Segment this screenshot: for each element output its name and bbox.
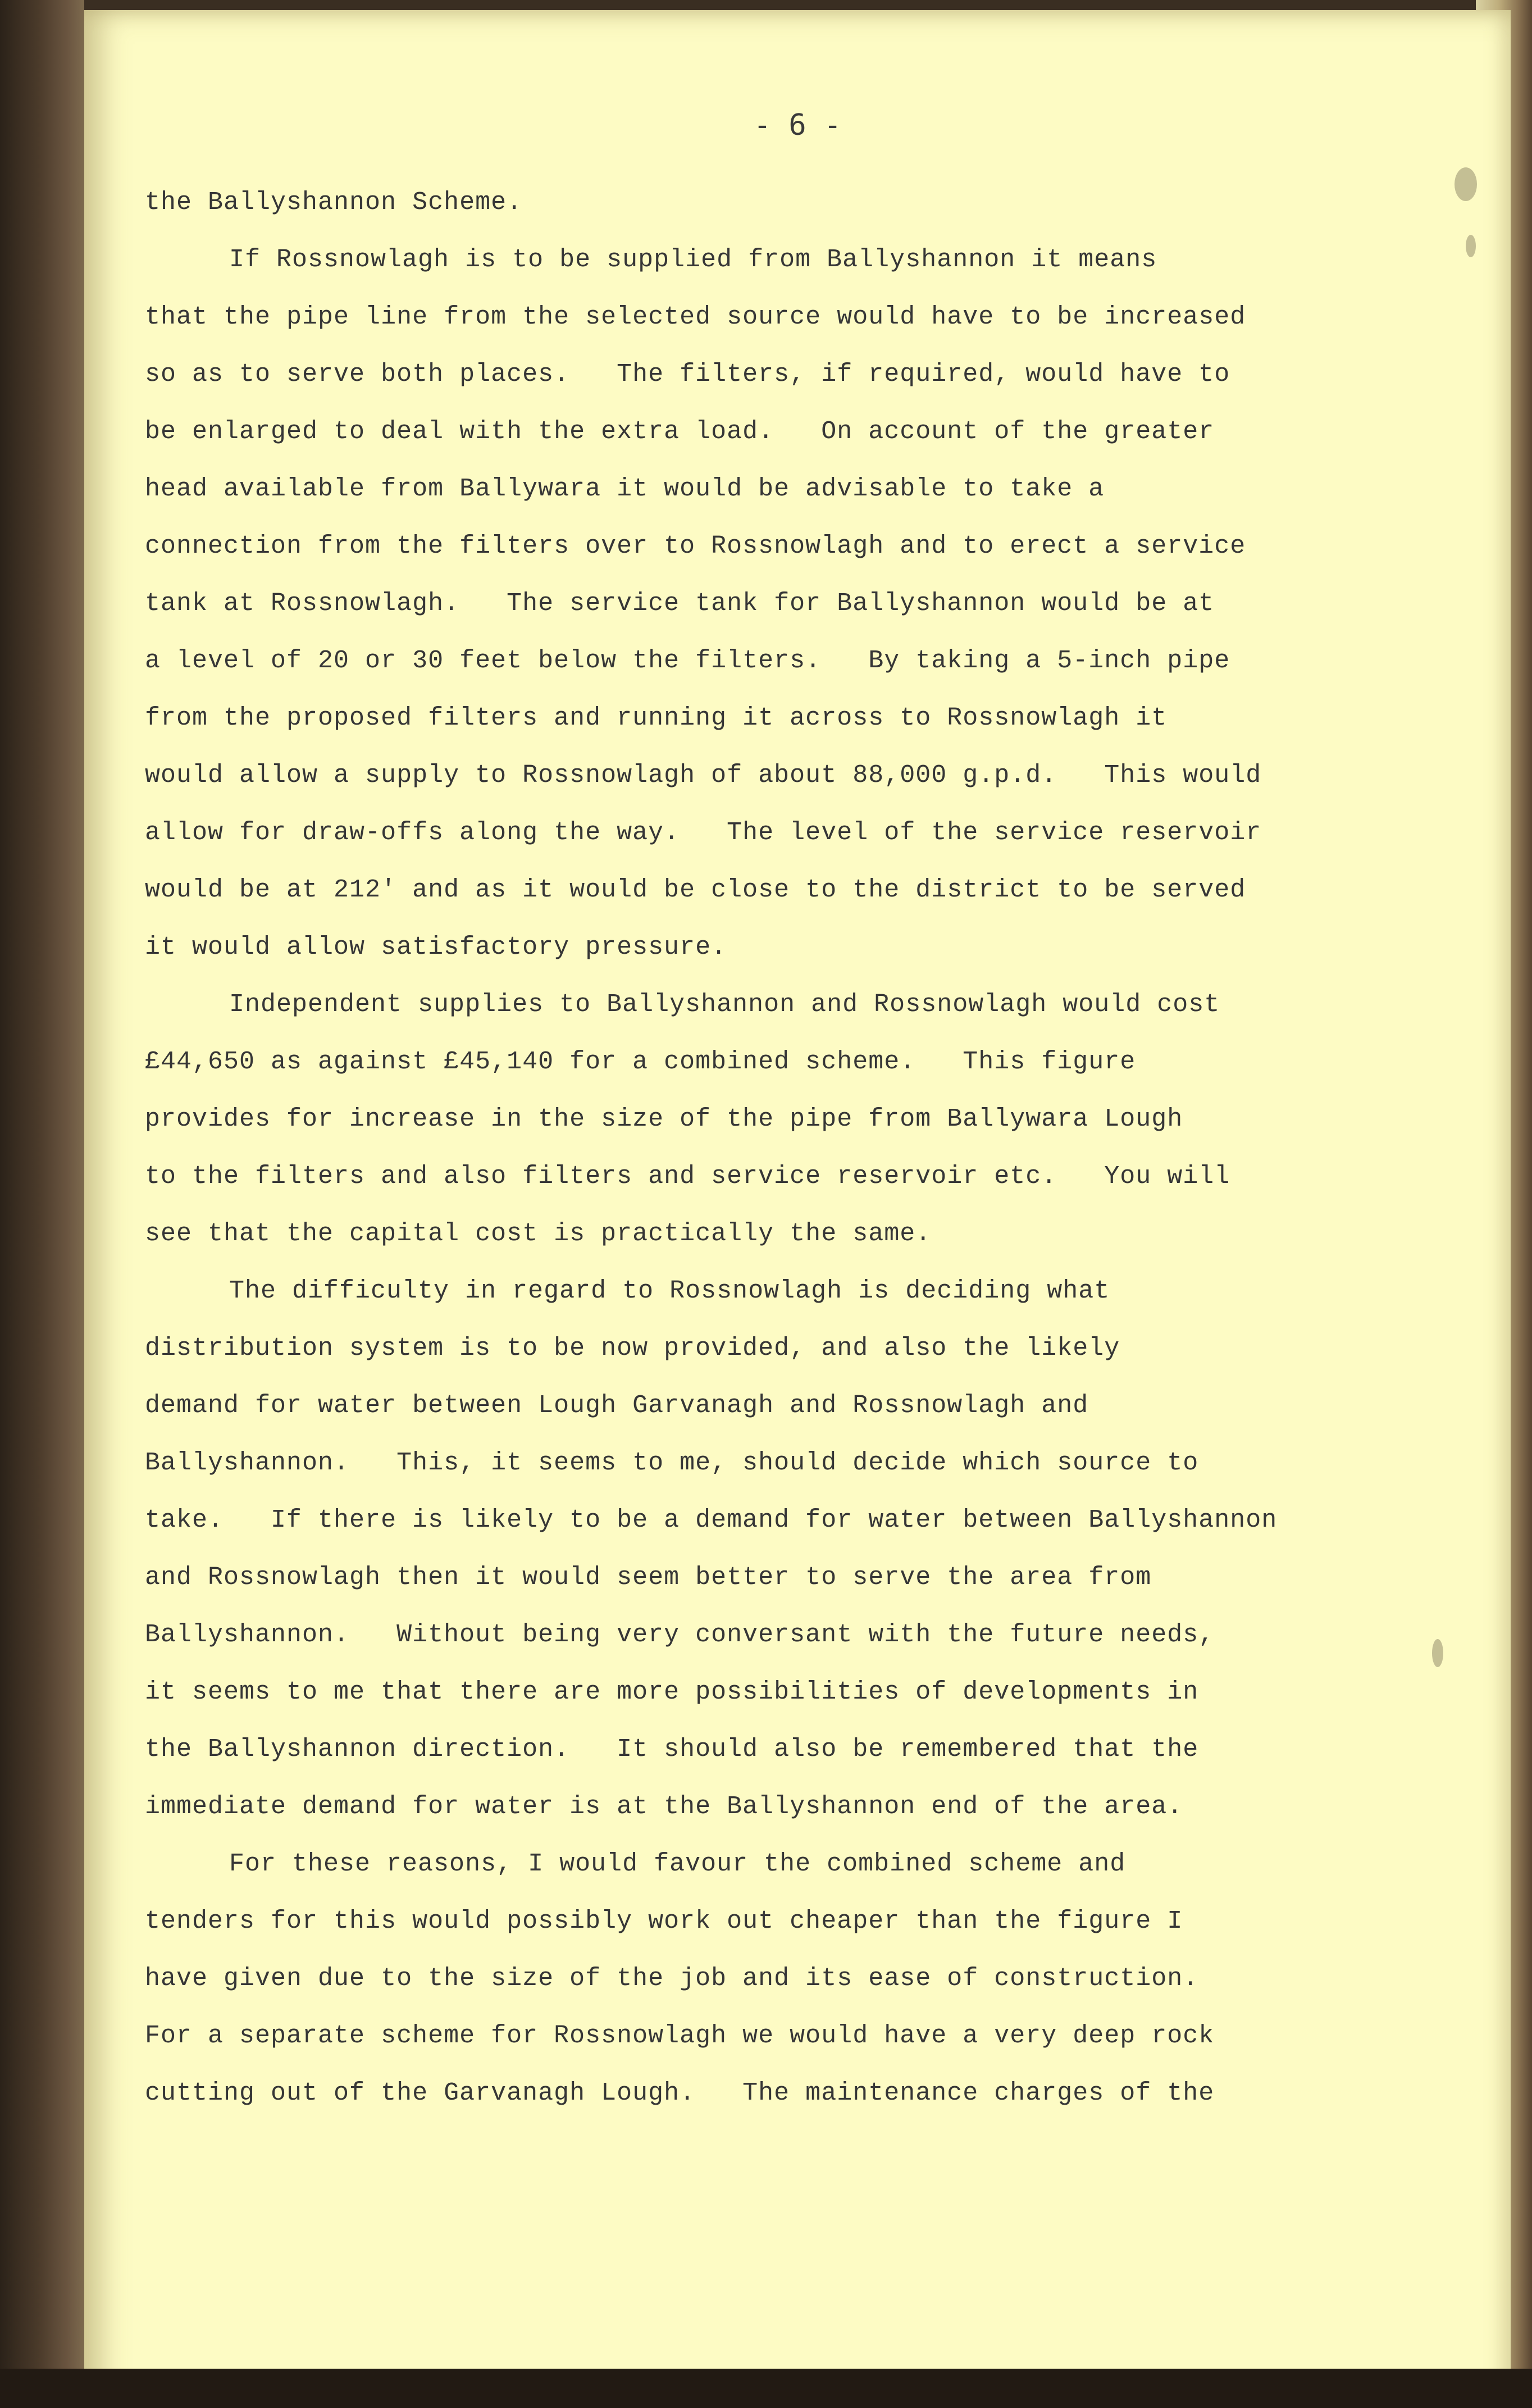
text-line: tenders for this would possibly work out cheaper than the figure I <box>145 1907 1183 1936</box>
text-line: £44,650 as against £45,140 for a combined scheme. This figure <box>145 1048 1136 1076</box>
text-line: cutting out of the Garvanagh Lough. The maintenance charges of the <box>145 2079 1215 2107</box>
text-line: provides for increase in the size of the pipe from Ballywara Lough <box>145 1105 1183 1134</box>
text-line: so as to serve both places. The filters, if required, would have to <box>145 360 1230 389</box>
text-line: tank at Rossnowlagh. The service tank for Ballyshannon would be at <box>145 589 1215 618</box>
text-line: Independent supplies to Ballyshannon and Rossnowlagh would cost <box>229 990 1220 1019</box>
text-line: be enlarged to deal with the extra load. On account of the greater <box>145 417 1215 446</box>
text-line: from the proposed filters and running it across to Rossnowlagh it <box>145 704 1168 732</box>
text-line: would allow a supply to Rossnowlagh of about 88,000 g.p.d. This would <box>145 761 1262 790</box>
text-line: allow for draw-offs along the way. The level of the service reservoir <box>145 818 1262 847</box>
text-line: distribution system is to be now provided, and also the likely <box>145 1334 1120 1363</box>
text-line: For these reasons, I would favour the combined scheme and <box>229 1850 1126 1878</box>
text-line: a level of 20 or 30 feet below the filters. By taking a 5-inch pipe <box>145 647 1230 675</box>
scan-bottom-edge <box>0 2369 1532 2408</box>
text-line: For a separate scheme for Rossnowlagh we would have a very deep rock <box>145 2022 1215 2050</box>
text-line: demand for water between Lough Garvanagh and Rossnowlagh and <box>145 1391 1089 1420</box>
ink-smudge <box>1432 1639 1443 1667</box>
text-line: take. If there is likely to be a demand for water between Ballyshannon <box>145 1506 1278 1535</box>
ink-smudge <box>1466 235 1476 257</box>
text-line: connection from the filters over to Rossnowlagh and to erect a service <box>145 532 1246 561</box>
text-line: the Ballyshannon Scheme. <box>145 188 523 217</box>
text-line: it would allow satisfactory pressure. <box>145 933 727 962</box>
text-line: would be at 212' and as it would be close to the district to be served <box>145 876 1246 904</box>
body-text <box>145 174 1437 2122</box>
ink-smudge <box>1455 167 1477 201</box>
text-line: Ballyshannon. This, it seems to me, should decide which source to <box>145 1449 1199 1477</box>
text-line: and Rossnowlagh then it would seem better to serve the area from <box>145 1563 1152 1592</box>
typewritten-page <box>84 10 1511 2408</box>
text-line: If Rossnowlagh is to be supplied from Ballyshannon it means <box>229 245 1157 274</box>
text-line: see that the capital cost is practically the same. <box>145 1219 932 1248</box>
book-binding <box>0 0 84 2408</box>
text-line: that the pipe line from the selected source would have to be increased <box>145 303 1246 331</box>
text-line: it seems to me that there are more possibilities of developments in <box>145 1678 1199 1706</box>
text-line: Ballyshannon. Without being very conversant with the future needs, <box>145 1620 1215 1649</box>
text-line: the Ballyshannon direction. It should also be remembered that the <box>145 1735 1199 1764</box>
text-line: immediate demand for water is at the Ballyshannon end of the area. <box>145 1792 1183 1821</box>
text-line: head available from Ballywara it would be advisable to take a <box>145 475 1105 503</box>
text-line: The difficulty in regard to Rossnowlagh is deciding what <box>229 1277 1110 1305</box>
text-line: have given due to the size of the job and its ease of construction. <box>145 1964 1199 1993</box>
page-number: - 6 - <box>753 108 842 142</box>
text-line: to the filters and also filters and service reservoir etc. You will <box>145 1162 1230 1191</box>
